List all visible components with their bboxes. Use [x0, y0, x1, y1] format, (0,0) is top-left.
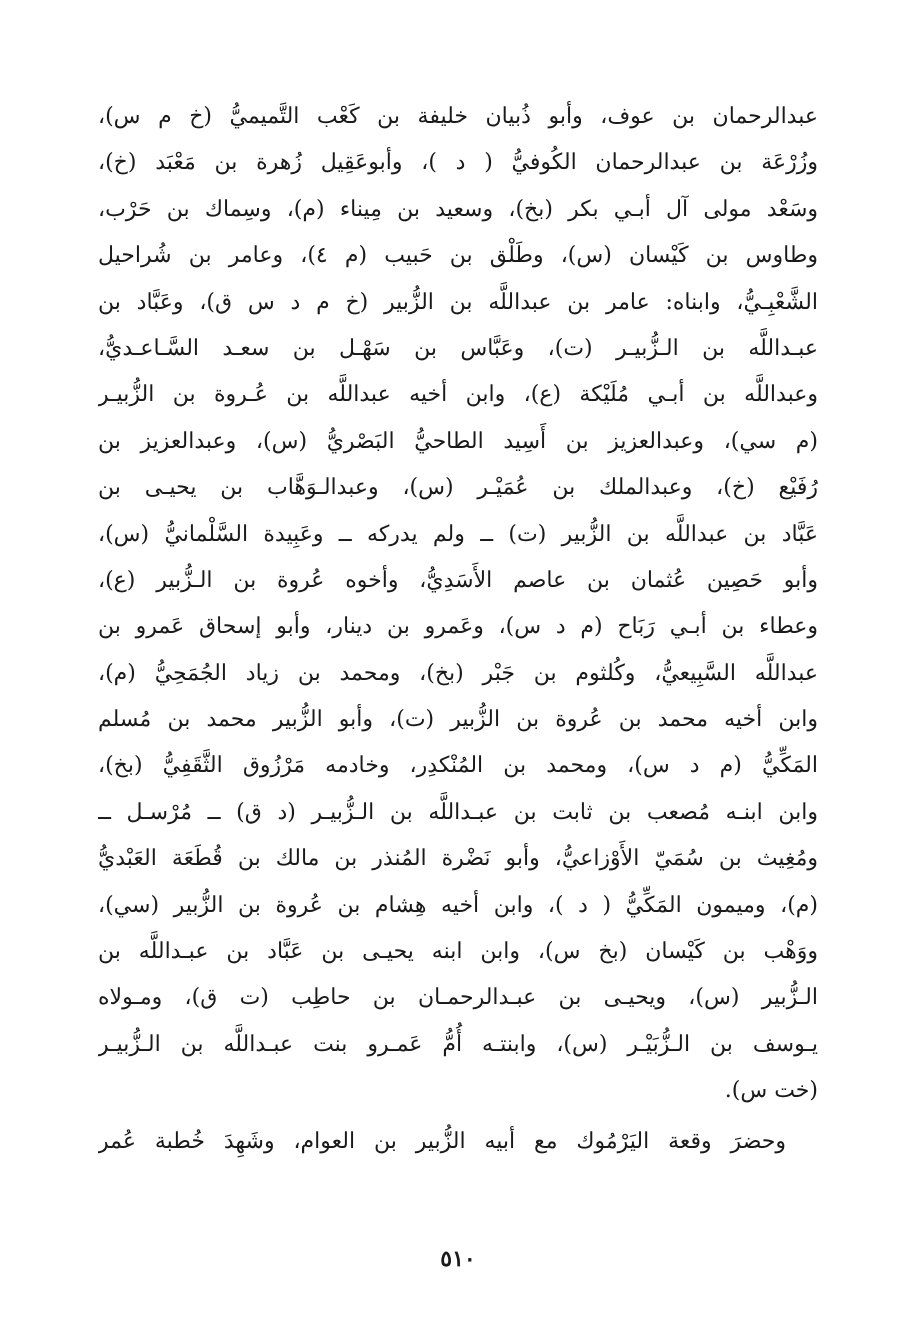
body-text	[98, 94, 818, 1165]
text-line: عَبَّاد بن عبداللَّه بن الزُّبير (ت) ــ ولم يدركه ــ وعَبِيدة السَّلْمانيُّ (س)،	[98, 521, 818, 547]
text-line: عبـداللَّه بن الـزُّبيـر (ت)، وعَبَّاس بن سَهْـل بن سعـد السَّـاعـديُّ،	[98, 335, 818, 361]
text-line: وعبداللَّه بن أبـي مُلَيْكة (ع)، وابن أخيه عبداللَّه بن عُـروة بن الزُّبيـر	[98, 382, 818, 408]
text-line: رُفَيْع (خ)، وعبدالملك بن عُمَيْـر (س)، وعبدالـوَهَّاب بن يحيـى بن	[98, 475, 818, 501]
text-line: وطاوس بن كَيْسان (س)، وطَلْق بن حَبيب (م ٤)، وعامر بن شُراحيل	[98, 243, 818, 269]
text-line: الشَّعْبِـيُّ، وابناه: عامر بن عبداللَّه بن الزُّبير (خ م د س ق)، وعَبَّاد بن	[98, 289, 818, 315]
text-line: وابن أخيه محمد بن عُروة بن الزُّبير (ت)، وأبو الزُّبير محمد بن مُسلم	[98, 707, 818, 733]
text-line: عبدالرحمان بن عوف، وأبو ذُبيان خليفة بن كَعْب التَّميميُّ (خ م س)،	[98, 104, 818, 129]
text-line: وزُرْعَة بن عبدالرحمان الكُوفيُّ ( د )، وأبوعَقِيل زُهرة بن مَعْبَد (خ)،	[98, 150, 818, 176]
text-line: عبداللَّه السَّبِيعيُّ، وكُلثوم بن جَبْر (بخ)، ومحمد بن زياد الجُمَحِيُّ (م)،	[98, 660, 818, 686]
text-line: وسَعْد مولى آل أبـي بكر (بخ)، وسعيد بن مِيناء (م)، وسِماك بن حَرْب،	[98, 196, 818, 222]
text-line: (م)، وميمون المَكِّيُّ ( د )، وابن أخيه هِشام بن عُروة بن الزُّبير (سي)،	[98, 892, 818, 918]
text-line: وعطاء بن أبـي رَبَاح (م د س)، وعَمرو بن دينار، وأبو إسحاق عَمرو بن	[98, 614, 818, 640]
text-line: (خت س).	[724, 1078, 818, 1104]
text-line: (م سي)، وعبدالعزيز بن أَسِيد الطاحيُّ البَصْريُّ (س)، وعبدالعزيز بن	[98, 428, 818, 454]
text-line: المَكِّيُّ (م د س)، ومحمد بن المُنْكدِر، وخادمه مَرْزُوق الثَّقَفِيُّ (بخ)،	[98, 753, 818, 779]
paragraph-start-line: وحضرَ وقعة اليَرْمُوك مع أبيه الزُّبير بن العوام، وشَهِدَ خُطبة عُمر	[98, 1128, 786, 1154]
text-line: ووَهْب بن كَيْسان (بخ س)، وابن ابنه يحيـى بن عَبَّاد بن عبـداللَّه بن	[98, 939, 818, 965]
text-line: وأبو حَصِين عُثمان بن عاصم الأَسَدِيُّ، وأخوه عُروة بن الـزُّبير (ع)،	[98, 567, 818, 593]
text-line: يـوسف بن الـزُّبَيْـر (س)، وابنتـه أُمُّ عَمـرو بنت عبـداللَّه بن الـزُّبيـر	[98, 1031, 818, 1057]
text-line: الـزُّبير (س)، ويحيـى بن عبـدالرحمـان بن حاطِب (ت ق)، ومـولاه	[98, 985, 818, 1011]
text-line: وابن ابنـه مُصعب بن ثابت بن عبـداللَّه بن الـزُّبيـر (د ق) ــ مُرْسـل ــ	[98, 799, 818, 825]
text-line: ومُغِيث بن سُمَيّ الأَوْزاعيُّ، وأبو نَضْرة المُنذر بن مالك بن قُطَعَة العَبْديُّ	[98, 846, 818, 872]
page-number: ٥١٠	[440, 1246, 476, 1272]
